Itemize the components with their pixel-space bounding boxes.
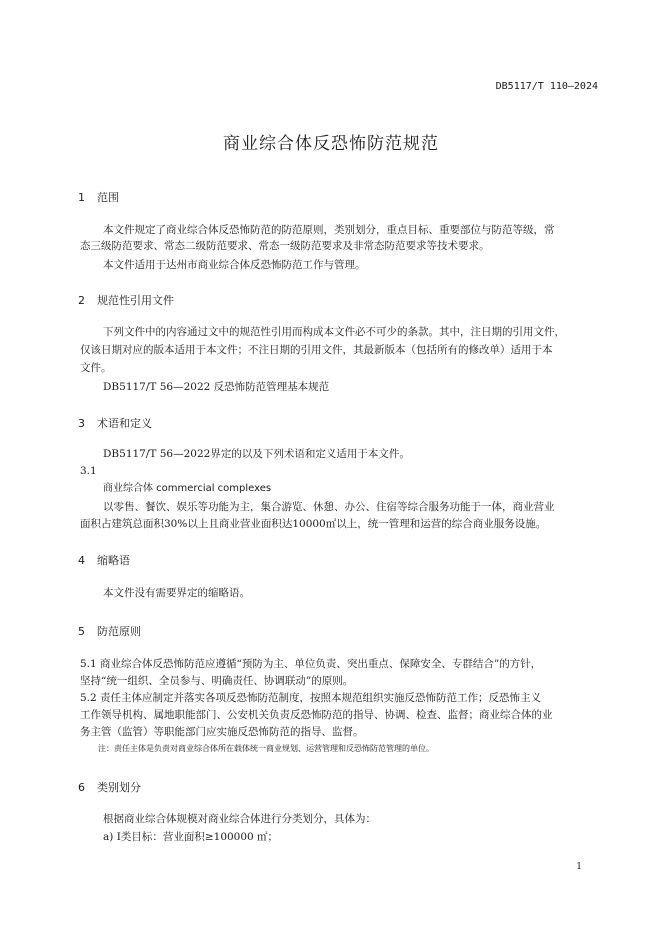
section-title: 规范性引用文件: [97, 294, 174, 307]
term-entry: 商业综合体 commercial complexes: [103, 483, 272, 494]
paragraph: 本文件适用于达州市商业综合体反恐怖防范工作与管理。: [103, 259, 366, 271]
section-number: 4: [78, 554, 85, 567]
paragraph: 态三级防范要求、常态二级防范要求、常态一级防范要求及非常态防范要求等技术要求。: [80, 240, 490, 252]
section-title: 术语和定义: [97, 417, 152, 430]
paragraph: 面积占建筑总面积30%以上且商业营业面积达10000㎡以上，统一管理和运营的综合商业服务设施。: [80, 518, 547, 530]
section-title: 防范原则: [97, 625, 141, 638]
section-heading-4: [78, 552, 130, 568]
paragraph: 仅该日期对应的版本适用于本文件；不注日期的引用文件，其最新版本（包括所有的修改单）适用于本: [80, 344, 553, 356]
clause-5-1: 5.1 商业综合体反恐怖防范应遵循“预防为主、单位负责、突出重点、保障安全、专群结合”的方针，: [80, 658, 542, 670]
section-title: 类别划分: [97, 781, 141, 794]
paragraph: 以零售、餐饮、娱乐等功能为主，集合游览、休憩、办公、住宿等综合服务功能于一体，商业营业: [103, 501, 555, 513]
section-title: 范围: [97, 191, 119, 204]
section-heading-1: [78, 189, 119, 205]
note: 注：责任主体是负责对商业综合体所在载体统一商业规划、运营管理和反恐怖防范管理的单位。: [98, 744, 434, 753]
document-number: DB5117/T 110—2024: [495, 81, 598, 92]
section-title: 缩略语: [97, 554, 130, 567]
section-heading-6: [78, 779, 141, 795]
section-heading-5: [78, 623, 141, 639]
clause-5-2: 5.2 责任主体应制定并落实各项反恐怖防范制度，按照本规范组织实施反恐怖防范工作；反恐怖主义: [80, 692, 542, 704]
paragraph: 根据商业综合体规模对商业综合体进行分类划分，具体为：: [103, 813, 376, 825]
paragraph: 文件。: [80, 362, 112, 374]
section-number: 2: [78, 294, 85, 307]
paragraph: DB5117/T 56—2022界定的以及下列术语和定义适用于本文件。: [103, 448, 410, 460]
paragraph: 本文件没有需要界定的缩略语。: [103, 587, 250, 599]
section-heading-3: [78, 415, 152, 431]
page-title: 商业综合体反恐怖防范规范: [223, 134, 439, 154]
section-number: 3: [78, 417, 85, 430]
paragraph: 工作领导机构、属地职能部门、公安机关负责反恐怖防范的指导、协调、检查、监督；商业综合体的业: [80, 709, 553, 721]
section-number: 5: [78, 625, 85, 638]
paragraph: 本文件规定了商业综合体反恐怖防范的防范原则，类别划分，重点目标、重要部位与防范等级，常: [103, 224, 555, 236]
section-heading-2: [78, 292, 174, 308]
section-number: 1: [78, 191, 85, 204]
list-item: a) Ⅰ类目标：营业面积≥100000 ㎡；: [103, 831, 279, 843]
page-number: 1: [576, 862, 582, 872]
clause-number: 3.1: [80, 465, 97, 477]
section-number: 6: [78, 781, 85, 794]
paragraph: 坚持“统一组织、全员参与、明确责任、协调联动”的原则。: [80, 675, 354, 687]
normative-reference: DB5117/T 56—2022 反恐怖防范管理基本规范: [103, 381, 330, 393]
paragraph: 务主管（监管）等职能部门应实施反恐怖防范的指导、监督。: [80, 726, 364, 738]
paragraph: 下列文件中的内容通过文中的规范性引用而构成本文件必不可少的条款。其中，注日期的引用文件，: [103, 326, 565, 338]
